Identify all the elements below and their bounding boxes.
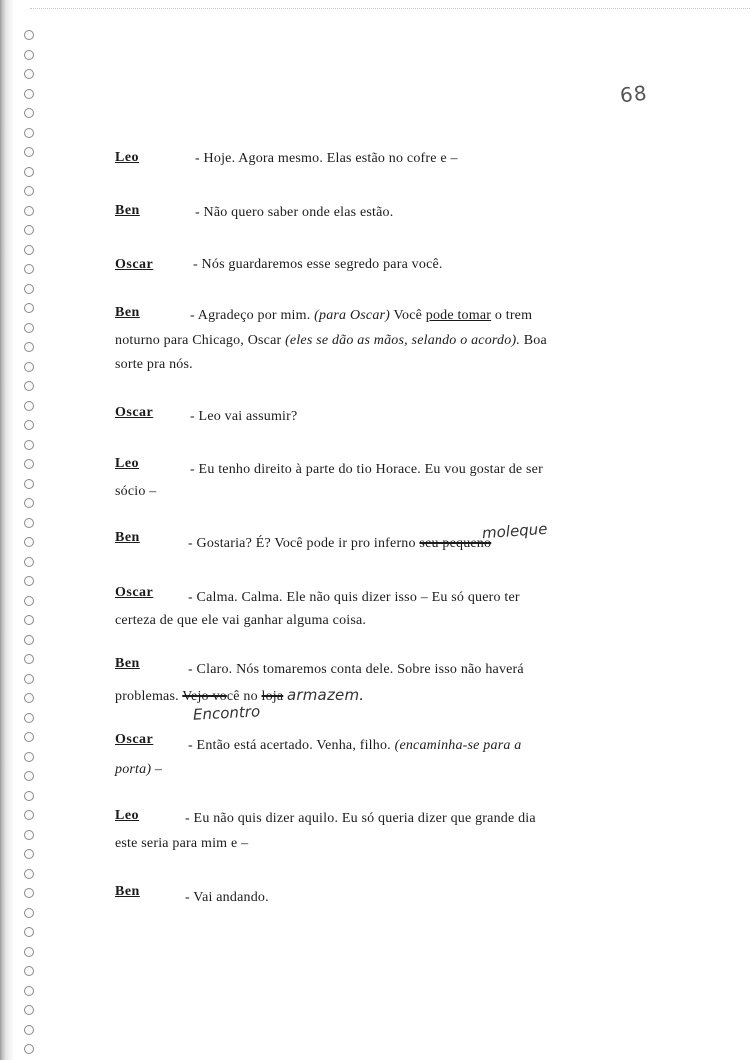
stage-direction: porta) –: [115, 762, 163, 777]
punch-hole: [24, 1005, 34, 1015]
speaker-name: Oscar: [115, 732, 154, 747]
dialogue-text: - Eu não quis dizer aquilo. Eu só queria dizer que grande dia: [185, 811, 536, 826]
dialogue-continuation: [115, 686, 364, 705]
punch-hole: [24, 50, 34, 60]
punch-hole: [24, 342, 34, 352]
punch-hole: [24, 557, 34, 567]
punch-hole: [24, 927, 34, 937]
handwritten-correction: armazem.: [286, 686, 365, 704]
punch-hole: [24, 518, 34, 528]
dialogue-text-part: - Gostaria? É? Você pode ir pro inferno: [188, 536, 416, 551]
punch-hole: [24, 635, 34, 645]
dialogue-text: [188, 738, 521, 754]
dialogue-continuation: este seria para mim e –: [115, 836, 249, 851]
dialogue-text-part: - Então está acertado. Venha, filho.: [188, 738, 391, 753]
punch-hole: [24, 498, 34, 508]
punch-hole: [24, 849, 34, 859]
speaker-name: Ben: [115, 203, 140, 218]
speaker-name: Ben: [115, 305, 140, 320]
speaker-name: Leo: [115, 808, 140, 823]
dialogue-text: - Não quero saber onde elas estão.: [195, 205, 394, 220]
dialogue-text-part: problemas.: [115, 689, 179, 704]
underlined-text: pode tomar: [425, 308, 492, 323]
punch-hole: [24, 323, 34, 333]
dialogue-text: - Vai andando.: [185, 890, 269, 905]
dialogue-text-part: o trem: [494, 308, 533, 323]
dialogue-text-part: noturno para Chicago, Oscar: [115, 333, 282, 348]
dialogue-text: - Leo vai assumir?: [190, 409, 298, 424]
dialogue-text: - Hoje. Agora mesmo. Elas estão no cofre e –: [195, 151, 458, 166]
punch-hole: [24, 869, 34, 879]
punch-hole: [24, 908, 34, 918]
punch-hole: [24, 888, 34, 898]
punch-hole: [24, 245, 34, 255]
dialogue-continuation: certeza de que ele vai ganhar alguma coisa.: [115, 613, 367, 628]
punch-hole: [24, 966, 34, 976]
punch-hole: [24, 654, 34, 664]
punch-hole: [24, 303, 34, 313]
punch-hole: [24, 284, 34, 294]
dialogue-continuation: [115, 333, 547, 349]
page-top-edge: [30, 8, 750, 9]
punch-hole: [24, 986, 34, 996]
stage-direction: (para Oscar): [314, 308, 391, 323]
speaker-name: Oscar: [115, 257, 154, 272]
speaker-name: Ben: [115, 530, 140, 545]
stage-direction: (encaminha-se para a: [394, 738, 522, 753]
punch-hole: [24, 147, 34, 157]
punch-hole: [24, 791, 34, 801]
speaker-name: Leo: [115, 150, 140, 165]
punch-hole: [24, 264, 34, 274]
dialogue-text-part: Boa: [523, 333, 547, 348]
punch-hole: [24, 810, 34, 820]
dialogue-text-part: Você: [393, 308, 423, 323]
punch-hole: [24, 206, 34, 216]
punch-hole: [24, 225, 34, 235]
handwritten-correction: Encontro: [192, 702, 261, 724]
punch-hole: [24, 128, 34, 138]
dialogue-text: - Claro. Nós tomaremos conta dele. Sobre isso não haverá: [188, 662, 524, 677]
struck-text: seu pequeno: [419, 536, 492, 551]
punch-hole: [24, 420, 34, 430]
punch-hole: [24, 732, 34, 742]
punch-hole: [24, 752, 34, 762]
dialogue-continuation: sócio –: [115, 484, 157, 499]
punch-hole: [24, 108, 34, 118]
punch-hole: [24, 947, 34, 957]
punch-hole: [24, 459, 34, 469]
speaker-name: Oscar: [115, 405, 154, 420]
handwritten-correction: moleque: [481, 519, 549, 543]
punch-hole: [24, 69, 34, 79]
speaker-name: Ben: [115, 884, 140, 899]
page-number: 68: [618, 80, 649, 108]
punch-hole: [24, 89, 34, 99]
punch-hole: [24, 186, 34, 196]
punch-hole: [24, 1044, 34, 1054]
punch-hole: [24, 30, 34, 40]
speaker-name: Oscar: [115, 585, 154, 600]
speaker-name: Ben: [115, 656, 140, 671]
punch-hole: [24, 674, 34, 684]
speaker-name: Leo: [115, 456, 140, 471]
punch-hole: [24, 167, 34, 177]
punch-hole: [24, 479, 34, 489]
punch-hole: [24, 596, 34, 606]
punch-hole: [24, 537, 34, 547]
stage-direction: (eles se dão as mãos, selando o acordo).: [285, 333, 521, 348]
struck-text: loja: [261, 689, 284, 704]
punch-hole: [24, 771, 34, 781]
punch-hole: [24, 440, 34, 450]
dialogue-text: - Nós guardaremos esse segredo para você.: [193, 257, 443, 272]
dialogue-text-part: - Agradeço por mim.: [190, 308, 311, 323]
punch-hole: [24, 401, 34, 411]
punch-hole: [24, 381, 34, 391]
punch-hole: [24, 615, 34, 625]
punch-hole: [24, 693, 34, 703]
punch-hole: [24, 362, 34, 372]
struck-text: Vejo vo: [182, 689, 227, 704]
binding-edge: [0, 0, 16, 1060]
dialogue-continuation: sorte pra nós.: [115, 357, 193, 372]
punch-hole: [24, 576, 34, 586]
punch-hole: [24, 830, 34, 840]
punch-hole: [24, 713, 34, 723]
dialogue-text: - Calma. Calma. Ele não quis dizer isso – Eu só quero ter: [188, 590, 520, 605]
dialogue-text: [188, 536, 491, 552]
punch-hole: [24, 1025, 34, 1035]
dialogue-text: - Eu tenho direito à parte do tio Horace. Eu vou gostar de ser: [190, 462, 543, 477]
dialogue-text: [190, 308, 532, 324]
dialogue-text-part: cê no: [226, 689, 258, 704]
